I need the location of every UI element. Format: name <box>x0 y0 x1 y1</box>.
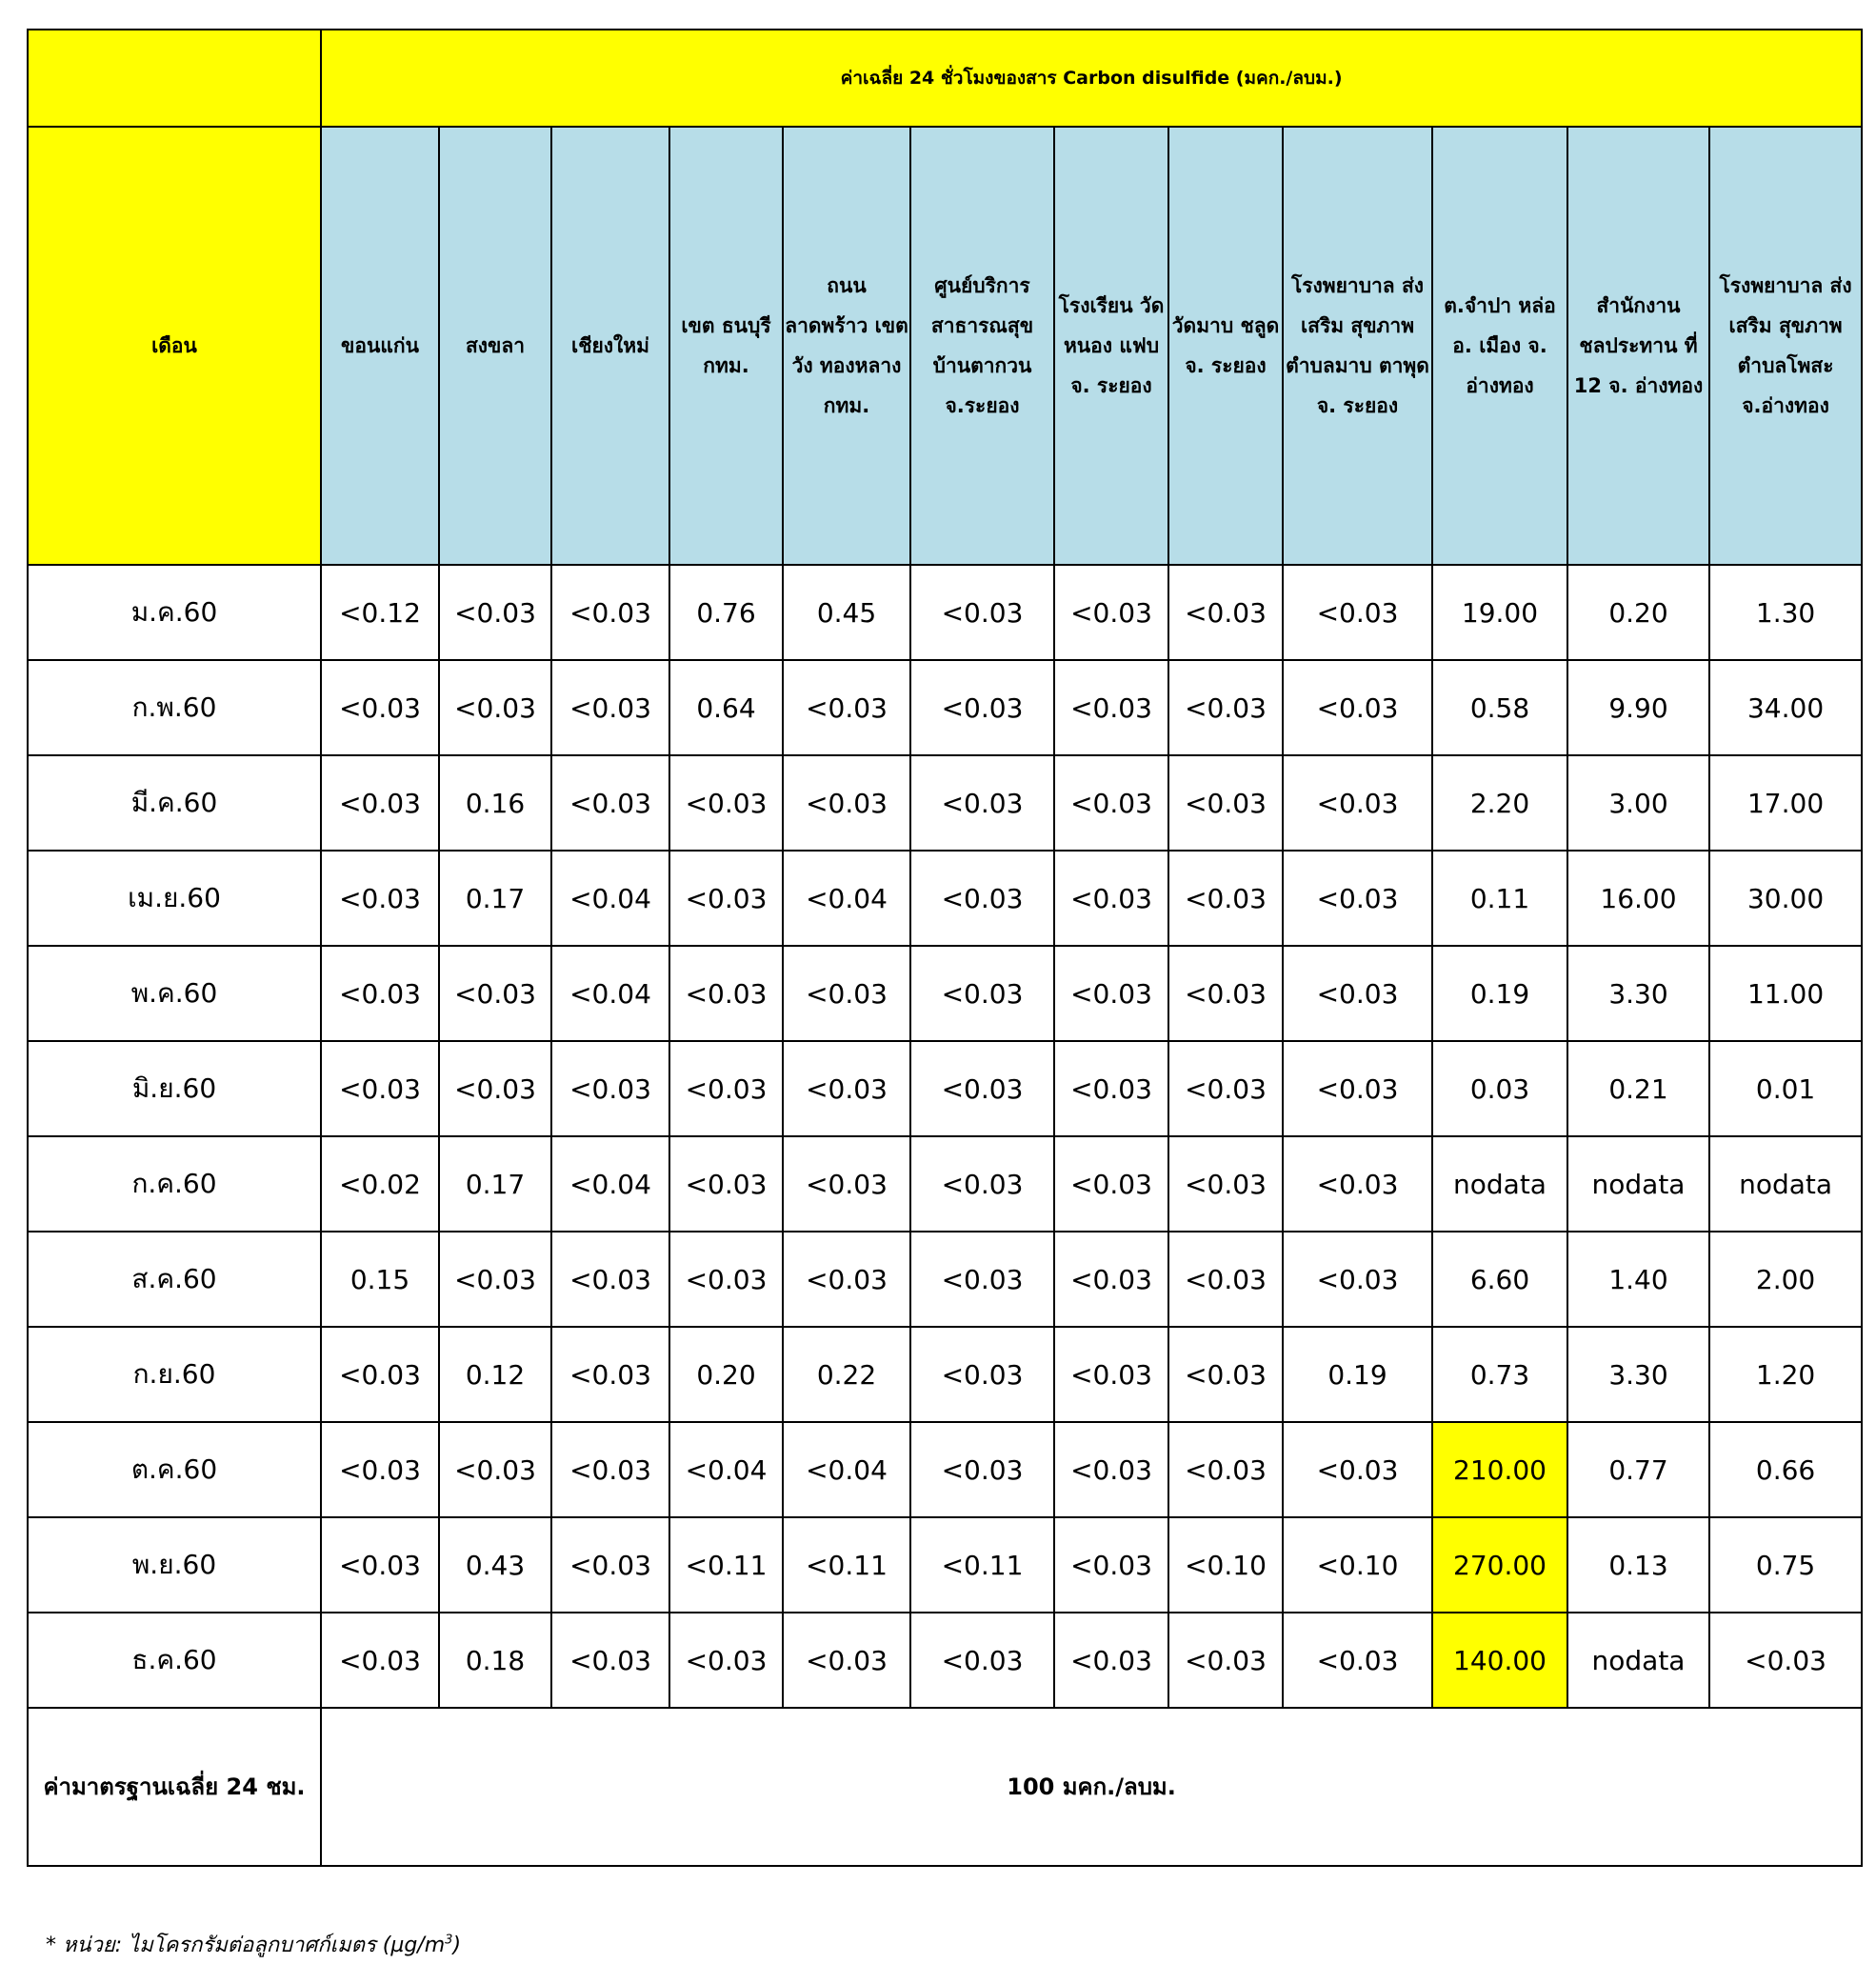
value-cell: <0.03 <box>439 1041 551 1136</box>
value-cell: 1.20 <box>1709 1327 1862 1422</box>
value-cell: <0.03 <box>1168 565 1283 660</box>
table-row <box>28 851 1862 946</box>
value-cell: 2.20 <box>1432 755 1567 851</box>
station-header: ศูนย์บริการ สาธารณสุข บ้านตากวน จ.ระยอง <box>910 127 1054 565</box>
value-cell: 0.20 <box>1567 565 1709 660</box>
value-cell: <0.03 <box>1168 1041 1283 1136</box>
value-cell: nodata <box>1432 1136 1567 1232</box>
value-cell: <0.03 <box>1054 660 1168 755</box>
value-cell: <0.04 <box>783 1422 910 1517</box>
value-cell: <0.03 <box>551 755 669 851</box>
value-cell: 0.03 <box>1432 1041 1567 1136</box>
title-corner-cell <box>28 30 321 127</box>
value-cell: <0.03 <box>669 851 783 946</box>
value-cell: <0.03 <box>321 660 439 755</box>
value-cell: <0.03 <box>1054 946 1168 1041</box>
value-cell: <0.03 <box>1283 1041 1432 1136</box>
value-cell: <0.03 <box>1283 565 1432 660</box>
value-cell: 0.11 <box>1432 851 1567 946</box>
station-header: สำนักงาน ชลประทาน ที่ 12 จ. อ่างทอง <box>1567 127 1709 565</box>
value-cell: <0.03 <box>1054 565 1168 660</box>
table-row <box>28 565 1862 660</box>
value-cell: 0.18 <box>439 1613 551 1708</box>
value-cell: <0.03 <box>910 1232 1054 1327</box>
value-cell: <0.03 <box>321 1517 439 1613</box>
value-cell: <0.03 <box>1168 1422 1283 1517</box>
value-cell: <0.03 <box>1168 1613 1283 1708</box>
value-cell: <0.03 <box>669 1136 783 1232</box>
station-header: เขต ธนบุรี กทม. <box>669 127 783 565</box>
value-cell: <0.03 <box>783 660 910 755</box>
value-cell: <0.03 <box>669 946 783 1041</box>
standard-label: ค่ามาตรฐานเฉลี่ย 24 ชม. <box>28 1708 321 1866</box>
value-cell: <0.03 <box>1168 1327 1283 1422</box>
value-cell: <0.03 <box>439 660 551 755</box>
value-cell: <0.03 <box>1054 1517 1168 1613</box>
value-cell: <0.03 <box>1168 1136 1283 1232</box>
value-cell: 0.77 <box>1567 1422 1709 1517</box>
value-cell: <0.03 <box>910 946 1054 1041</box>
value-cell: <0.03 <box>1283 946 1432 1041</box>
month-cell: มิ.ย.60 <box>28 1041 321 1136</box>
value-cell: <0.03 <box>321 755 439 851</box>
value-cell: 0.17 <box>439 851 551 946</box>
value-cell: <0.03 <box>1283 755 1432 851</box>
value-cell: 17.00 <box>1709 755 1862 851</box>
carbon-disulfide-table <box>27 29 1863 1867</box>
value-cell: 0.15 <box>321 1232 439 1327</box>
value-cell: <0.10 <box>1168 1517 1283 1613</box>
value-cell: <0.03 <box>783 1041 910 1136</box>
value-cell: 1.40 <box>1567 1232 1709 1327</box>
value-cell: 140.00 <box>1432 1613 1567 1708</box>
month-cell: ส.ค.60 <box>28 1232 321 1327</box>
station-header: วัดมาบ ชลูด จ. ระยอง <box>1168 127 1283 565</box>
value-cell: <0.03 <box>1168 851 1283 946</box>
value-cell: <0.03 <box>1283 1422 1432 1517</box>
table-row <box>28 1517 1862 1613</box>
value-cell: <0.03 <box>783 1136 910 1232</box>
value-cell: <0.03 <box>783 946 910 1041</box>
value-cell: 19.00 <box>1432 565 1567 660</box>
value-cell: nodata <box>1567 1613 1709 1708</box>
value-cell: 0.13 <box>1567 1517 1709 1613</box>
table-row <box>28 1232 1862 1327</box>
value-cell: 0.21 <box>1567 1041 1709 1136</box>
value-cell: <0.03 <box>321 946 439 1041</box>
value-cell: <0.03 <box>1283 851 1432 946</box>
value-cell: <0.03 <box>910 565 1054 660</box>
value-cell: 0.58 <box>1432 660 1567 755</box>
value-cell: <0.04 <box>783 851 910 946</box>
value-cell: 34.00 <box>1709 660 1862 755</box>
value-cell: <0.03 <box>551 565 669 660</box>
value-cell: <0.03 <box>1054 1613 1168 1708</box>
value-cell: <0.03 <box>1054 1232 1168 1327</box>
table-row <box>28 755 1862 851</box>
value-cell: <0.03 <box>1054 1327 1168 1422</box>
value-cell: <0.03 <box>321 1422 439 1517</box>
value-cell: <0.03 <box>321 1041 439 1136</box>
value-cell: <0.03 <box>910 1136 1054 1232</box>
value-cell: <0.03 <box>551 1232 669 1327</box>
value-cell: <0.03 <box>439 946 551 1041</box>
value-cell: <0.03 <box>439 1232 551 1327</box>
value-cell: <0.03 <box>551 660 669 755</box>
table-row <box>28 1327 1862 1422</box>
value-cell: 0.16 <box>439 755 551 851</box>
value-cell: <0.11 <box>910 1517 1054 1613</box>
station-header: โรงเรียน วัดหนอง แฟบ จ. ระยอง <box>1054 127 1168 565</box>
value-cell: 16.00 <box>1567 851 1709 946</box>
value-cell: <0.03 <box>910 1041 1054 1136</box>
value-cell: 0.17 <box>439 1136 551 1232</box>
value-cell: 2.00 <box>1709 1232 1862 1327</box>
value-cell: <0.03 <box>551 1517 669 1613</box>
station-header: ต.จำปา หล่อ อ. เมือง จ. อ่างทอง <box>1432 127 1567 565</box>
value-cell: <0.03 <box>439 565 551 660</box>
month-cell: พ.ย.60 <box>28 1517 321 1613</box>
value-cell: <0.03 <box>669 1232 783 1327</box>
value-cell: 6.60 <box>1432 1232 1567 1327</box>
value-cell: 3.30 <box>1567 1327 1709 1422</box>
value-cell: <0.03 <box>910 1327 1054 1422</box>
value-cell: 11.00 <box>1709 946 1862 1041</box>
table-row <box>28 1613 1862 1708</box>
table-row <box>28 1422 1862 1517</box>
value-cell: <0.03 <box>1054 1422 1168 1517</box>
value-cell: 0.64 <box>669 660 783 755</box>
value-cell: <0.03 <box>783 1232 910 1327</box>
value-cell: <0.03 <box>1054 851 1168 946</box>
value-cell: <0.10 <box>1283 1517 1432 1613</box>
footnote-superscript: 3 <box>445 1933 453 1948</box>
value-cell: <0.03 <box>321 851 439 946</box>
table-title: ค่าเฉลี่ย 24 ชั่วโมงของสาร Carbon disulfide (มคก./ลบม.) <box>321 30 1862 127</box>
value-cell: 3.00 <box>1567 755 1709 851</box>
value-cell: <0.11 <box>783 1517 910 1613</box>
value-cell: 30.00 <box>1709 851 1862 946</box>
station-header: โรงพยาบาล ส่งเสริม สุขภาพ ตำบลโพสะ จ.อ่างทอง <box>1709 127 1862 565</box>
value-cell: 0.19 <box>1283 1327 1432 1422</box>
value-cell: <0.03 <box>1283 660 1432 755</box>
value-cell: <0.03 <box>1283 1232 1432 1327</box>
value-cell: <0.03 <box>551 1613 669 1708</box>
value-cell: <0.11 <box>669 1517 783 1613</box>
station-header: สงขลา <box>439 127 551 565</box>
header-row <box>28 127 1862 565</box>
value-cell: <0.03 <box>551 1041 669 1136</box>
month-cell: ต.ค.60 <box>28 1422 321 1517</box>
value-cell: 0.20 <box>669 1327 783 1422</box>
value-cell: 0.43 <box>439 1517 551 1613</box>
value-cell: <0.03 <box>910 851 1054 946</box>
value-cell: 0.22 <box>783 1327 910 1422</box>
value-cell: <0.03 <box>783 1613 910 1708</box>
month-cell: ธ.ค.60 <box>28 1613 321 1708</box>
value-cell: <0.03 <box>439 1422 551 1517</box>
value-cell: <0.04 <box>551 1136 669 1232</box>
value-cell: 0.76 <box>669 565 783 660</box>
unit-footnote <box>46 1928 461 1961</box>
value-cell: <0.02 <box>321 1136 439 1232</box>
month-cell: ก.ค.60 <box>28 1136 321 1232</box>
value-cell: <0.12 <box>321 565 439 660</box>
month-cell: มี.ค.60 <box>28 755 321 851</box>
value-cell: 3.30 <box>1567 946 1709 1041</box>
value-cell: 0.12 <box>439 1327 551 1422</box>
value-cell: <0.03 <box>1054 1136 1168 1232</box>
month-cell: พ.ค.60 <box>28 946 321 1041</box>
value-cell: <0.03 <box>1054 1041 1168 1136</box>
value-cell: <0.03 <box>910 1422 1054 1517</box>
value-cell: nodata <box>1709 1136 1862 1232</box>
table-row <box>28 1136 1862 1232</box>
month-cell: ม.ค.60 <box>28 565 321 660</box>
table-row <box>28 1041 1862 1136</box>
station-header: เชียงใหม่ <box>551 127 669 565</box>
value-cell: 1.30 <box>1709 565 1862 660</box>
table-row <box>28 946 1862 1041</box>
value-cell: <0.03 <box>910 660 1054 755</box>
value-cell: <0.03 <box>669 1613 783 1708</box>
title-row <box>28 30 1862 127</box>
value-cell: <0.03 <box>1168 660 1283 755</box>
month-cell: ก.ย.60 <box>28 1327 321 1422</box>
value-cell: 270.00 <box>1432 1517 1567 1613</box>
month-cell: ก.พ.60 <box>28 660 321 755</box>
value-cell: <0.04 <box>551 851 669 946</box>
value-cell: <0.03 <box>910 1613 1054 1708</box>
value-cell: nodata <box>1567 1136 1709 1232</box>
value-cell: <0.03 <box>321 1327 439 1422</box>
standard-row <box>28 1708 1862 1866</box>
value-cell: 0.45 <box>783 565 910 660</box>
value-cell: 210.00 <box>1432 1422 1567 1517</box>
footnote-close: ) <box>452 1934 462 1957</box>
footnote-text: * หน่วย: ไมโครกรัมต่อลูกบาศก์เมตร (µg/m <box>46 1934 446 1957</box>
value-cell: <0.03 <box>1054 755 1168 851</box>
value-cell: <0.03 <box>1168 755 1283 851</box>
table-row <box>28 660 1862 755</box>
value-cell: <0.03 <box>1283 1613 1432 1708</box>
value-cell: <0.04 <box>669 1422 783 1517</box>
value-cell: <0.03 <box>783 755 910 851</box>
value-cell: 0.66 <box>1709 1422 1862 1517</box>
value-cell: <0.03 <box>669 1041 783 1136</box>
value-cell: <0.03 <box>551 1422 669 1517</box>
station-header: ถนน ลาดพร้าว เขตวัง ทองหลาง กทม. <box>783 127 910 565</box>
value-cell: <0.03 <box>1168 1232 1283 1327</box>
value-cell: <0.04 <box>551 946 669 1041</box>
value-cell: <0.03 <box>551 1327 669 1422</box>
value-cell: <0.03 <box>1283 1136 1432 1232</box>
value-cell: <0.03 <box>321 1613 439 1708</box>
month-column-header: เดือน <box>28 127 321 565</box>
value-cell: 0.75 <box>1709 1517 1862 1613</box>
month-cell: เม.ย.60 <box>28 851 321 946</box>
value-cell: 0.19 <box>1432 946 1567 1041</box>
value-cell: <0.03 <box>669 755 783 851</box>
standard-value: 100 มคก./ลบม. <box>321 1708 1862 1866</box>
station-header: ขอนแก่น <box>321 127 439 565</box>
value-cell: 0.01 <box>1709 1041 1862 1136</box>
value-cell: <0.03 <box>1709 1613 1862 1708</box>
value-cell: <0.03 <box>1168 946 1283 1041</box>
value-cell: 0.73 <box>1432 1327 1567 1422</box>
value-cell: 9.90 <box>1567 660 1709 755</box>
value-cell: <0.03 <box>910 755 1054 851</box>
station-header: โรงพยาบาล ส่งเสริม สุขภาพ ตำบลมาบ ตาพุด จ. ระยอง <box>1283 127 1432 565</box>
